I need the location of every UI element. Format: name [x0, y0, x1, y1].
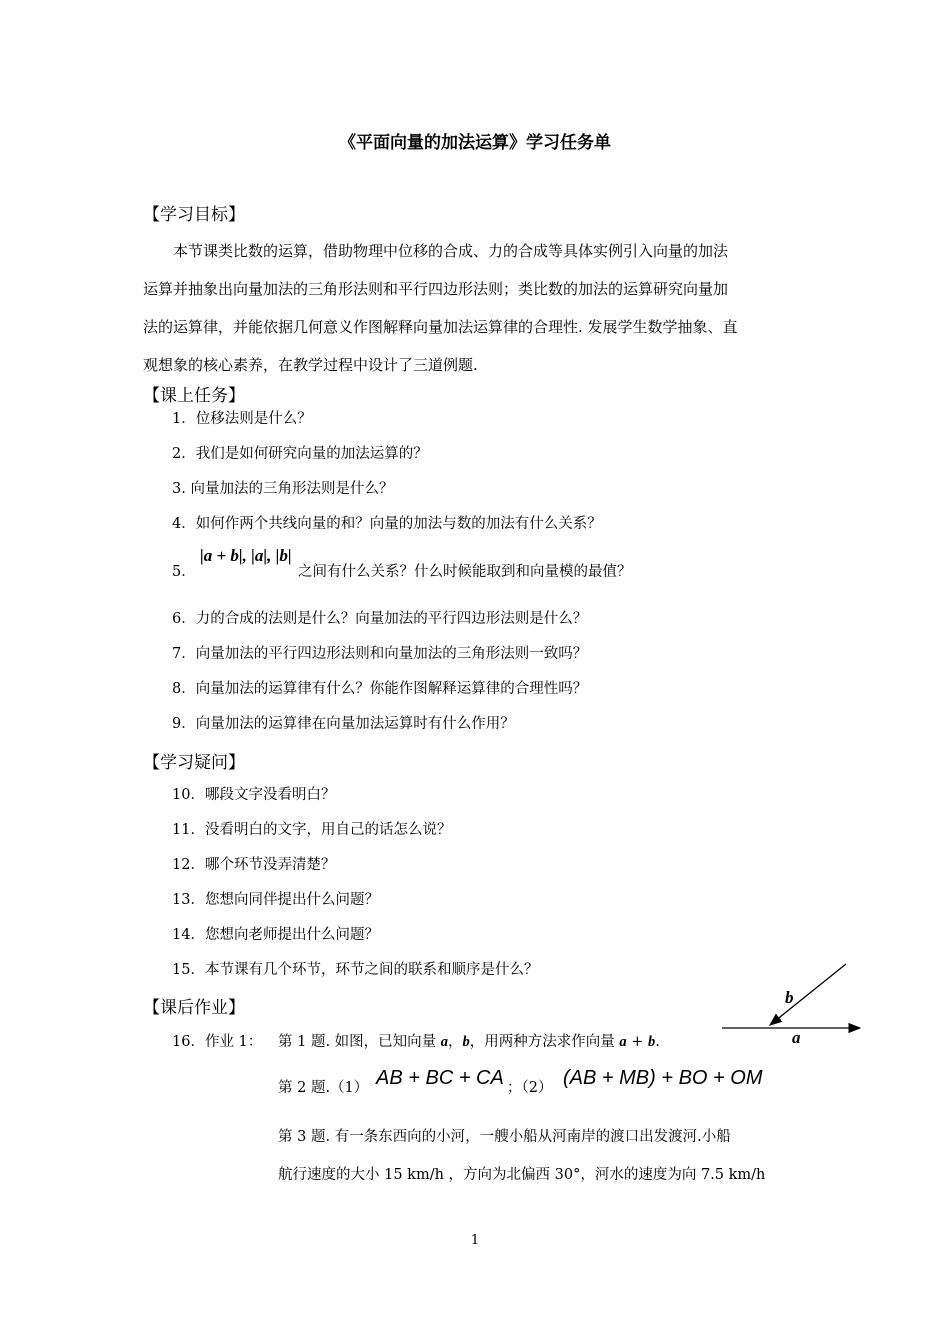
task-item: 7．向量加法的平行四边形法则和向量加法的三角形法则一致吗？: [172, 646, 588, 662]
homework-q2-expr2: (AB + MB) + BO + OM: [563, 1067, 763, 1089]
task-item-5-math: [200, 546, 292, 566]
goals-line: 法的运算律，并能依据几何意义作图解释向量加法运算律的合理性. 发展学生数学抽象、直: [143, 318, 738, 336]
task-item: 8．向量加法的运算律有什么？你能作图解释运算律的合理性吗？: [172, 681, 588, 697]
task-item-5-text: 之间有什么关系？什么时候能取到和向量模的最值？: [298, 564, 632, 580]
vector-figure: [718, 958, 868, 1048]
homework-q1: 第 1 题. 如图，已知向量 a，b，用两种方法求作向量 a + b.: [278, 1034, 660, 1050]
section-heading-goals: 【学习目标】: [143, 205, 245, 225]
vector-b-line: [770, 964, 846, 1025]
goals-paragraph: [143, 232, 808, 384]
homework-q2-sep: ；（2）: [507, 1080, 553, 1096]
question-item: 12．哪个环节没弄清楚？: [172, 857, 336, 873]
goals-line: 运算并抽象出向量加法的三角形法则和平行四边形法则；类比数的加法的运算研究向量加: [143, 280, 729, 298]
question-item: 15．本节课有几个环节，环节之间的联系和顺序是什么？: [172, 962, 539, 978]
vector-a-label: a: [792, 1028, 801, 1047]
goals-line: 观想象的核心素养，在教学过程中设计了三道例题.: [143, 356, 478, 374]
section-heading-tasks: 【课上任务】: [143, 386, 245, 406]
question-item: 13．您想向同伴提出什么问题？: [172, 892, 379, 908]
vector-b-label: b: [785, 988, 794, 1007]
goals-line: 本节课类比数的运算，借助物理中位移的合成、力的合成等具体实例引入向量的加法: [173, 242, 729, 260]
homework-q3-line: 航行速度的大小 15 km/h ，方向为北偏西 30°，河水的速度为向 7.5 km/h: [278, 1167, 766, 1183]
task-item-number: 5．: [172, 564, 196, 580]
homework-q2-expr1: AB + BC + CA: [376, 1067, 504, 1089]
task-item: 3. 向量加法的三角形法则是什么？: [172, 481, 394, 497]
task-item: 9．向量加法的运算律在向量加法运算时有什么作用？: [172, 716, 515, 732]
homework-q2-label: 第 2 题.（1）: [278, 1080, 369, 1096]
page-number: 1: [470, 1233, 480, 1248]
question-item: 14．您想向老师提出什么问题？: [172, 927, 379, 943]
homework-label: 16．作业 1：: [172, 1034, 263, 1050]
section-heading-homework: 【课后作业】: [143, 998, 245, 1018]
page-title: 《平面向量的加法运算》学习任务单: [339, 133, 611, 153]
task-item: 1．位移法则是什么？: [172, 411, 312, 427]
homework-q3-line: 第 3 题. 有一条东西向的小河，一艘小船从河南岸的渡口出发渡河.小船: [278, 1129, 731, 1145]
modulus-expression: |a + b|, |a|, |b|: [200, 546, 292, 565]
question-item: 11．没看明白的文字，用自己的话怎么说？: [172, 822, 452, 838]
task-item: 2．我们是如何研究向量的加法运算的？: [172, 446, 428, 462]
task-item: 4．如何作两个共线向量的和？向量的加法与数的加法有什么关系？: [172, 516, 602, 532]
section-heading-questions: 【学习疑问】: [143, 753, 245, 773]
question-item: 10．哪段文字没看明白？: [172, 787, 336, 803]
task-item-5: [172, 560, 196, 581]
task-item: 6．力的合成的法则是什么？向量加法的平行四边形法则是什么？: [172, 611, 588, 627]
